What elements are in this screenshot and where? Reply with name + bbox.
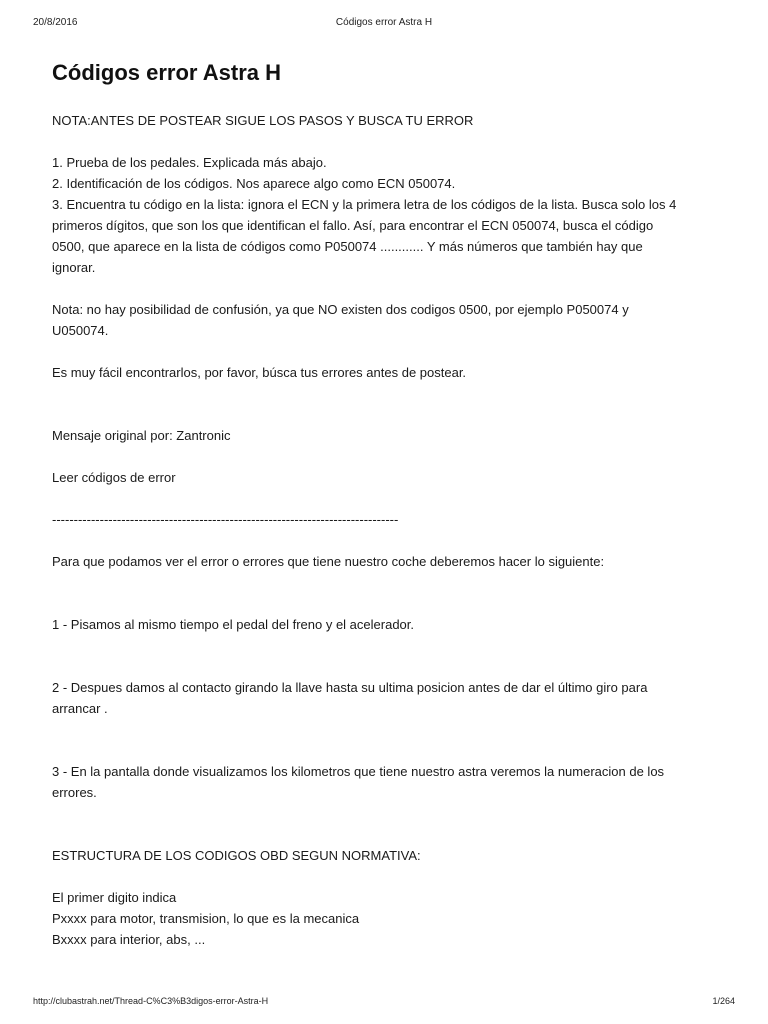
print-page-title: Códigos error Astra H	[335, 17, 433, 28]
body-line: ignorar.	[52, 260, 96, 275]
body-line: Mensaje original por: Zantronic	[52, 428, 231, 443]
body-line	[52, 404, 742, 425]
body-line: arrancar .	[52, 701, 108, 716]
document-body	[52, 110, 742, 950]
body-line: Es muy fácil encontrarlos, por favor, búsca tus errores antes de postear.	[52, 365, 467, 380]
body-line: NOTA:ANTES DE POSTEAR SIGUE LOS PASOS Y BUSCA TU ERROR	[52, 113, 474, 128]
body-line	[52, 740, 742, 761]
body-line	[52, 824, 742, 845]
print-date: 20/8/2016	[33, 17, 78, 28]
body-line: 3 - En la pantalla donde visualizamos los kilometros que tiene nuestro astra veremos la numeracion de los	[52, 764, 665, 779]
body-line	[52, 278, 742, 299]
body-line: errores.	[52, 785, 97, 800]
body-line: Para que podamos ver el error o errores que tiene nuestro coche deberemos hacer lo siguiente:	[52, 554, 605, 569]
print-header	[0, 17, 768, 31]
body-line: --------------------------------------------------------------------------------	[52, 512, 399, 527]
body-line	[52, 572, 742, 593]
body-line: 1. Prueba de los pedales. Explicada más abajo.	[52, 155, 327, 170]
body-line	[52, 866, 742, 887]
body-line	[52, 803, 742, 824]
body-line: 3. Encuentra tu código en la lista: ignora el ECN y la primera letra de los códigos de la lista. Busca solo los 4	[52, 197, 677, 212]
body-line	[52, 131, 742, 152]
body-line: 2 - Despues damos al contacto girando la llave hasta su ultima posicion antes de dar el último giro para	[52, 680, 648, 695]
body-line: U050074.	[52, 323, 109, 338]
body-line: 1 - Pisamos al mismo tiempo el pedal del freno y el acelerador.	[52, 617, 415, 632]
body-line	[52, 719, 742, 740]
body-line	[52, 341, 742, 362]
body-line: Leer códigos de error	[52, 470, 176, 485]
body-line	[52, 635, 742, 656]
print-footer	[0, 996, 768, 1010]
document-content	[52, 58, 742, 950]
body-line: Nota: no hay posibilidad de confusión, ya que NO existen dos codigos 0500, por ejemplo P050074 y	[52, 302, 629, 317]
body-line: primeros dígitos, que son los que identifican el fallo. Así, para encontrar el ECN 050074, busca el código	[52, 218, 654, 233]
body-line	[52, 383, 742, 404]
body-line: 0500, que aparece en la lista de códigos como P050074 ............ Y más números que también hay que	[52, 239, 643, 254]
print-url[interactable]: http://clubastrah.net/Thread-C%C3%B3digos-error-Astra-H	[33, 996, 269, 1006]
body-line	[52, 488, 742, 509]
document-title: Códigos error Astra H	[52, 60, 282, 85]
body-line: Bxxxx para interior, abs, ...	[52, 932, 206, 947]
body-line	[52, 530, 742, 551]
body-line: ESTRUCTURA DE LOS CODIGOS OBD SEGUN NORMATIVA:	[52, 848, 421, 863]
body-line	[52, 446, 742, 467]
body-line	[52, 593, 742, 614]
body-line: Pxxxx para motor, transmision, lo que es la mecanica	[52, 911, 360, 926]
page-number: 1/264	[712, 996, 735, 1006]
body-line: El primer digito indica	[52, 890, 177, 905]
body-line: 2. Identificación de los códigos. Nos aparece algo como ECN 050074.	[52, 176, 456, 191]
body-line	[52, 656, 742, 677]
